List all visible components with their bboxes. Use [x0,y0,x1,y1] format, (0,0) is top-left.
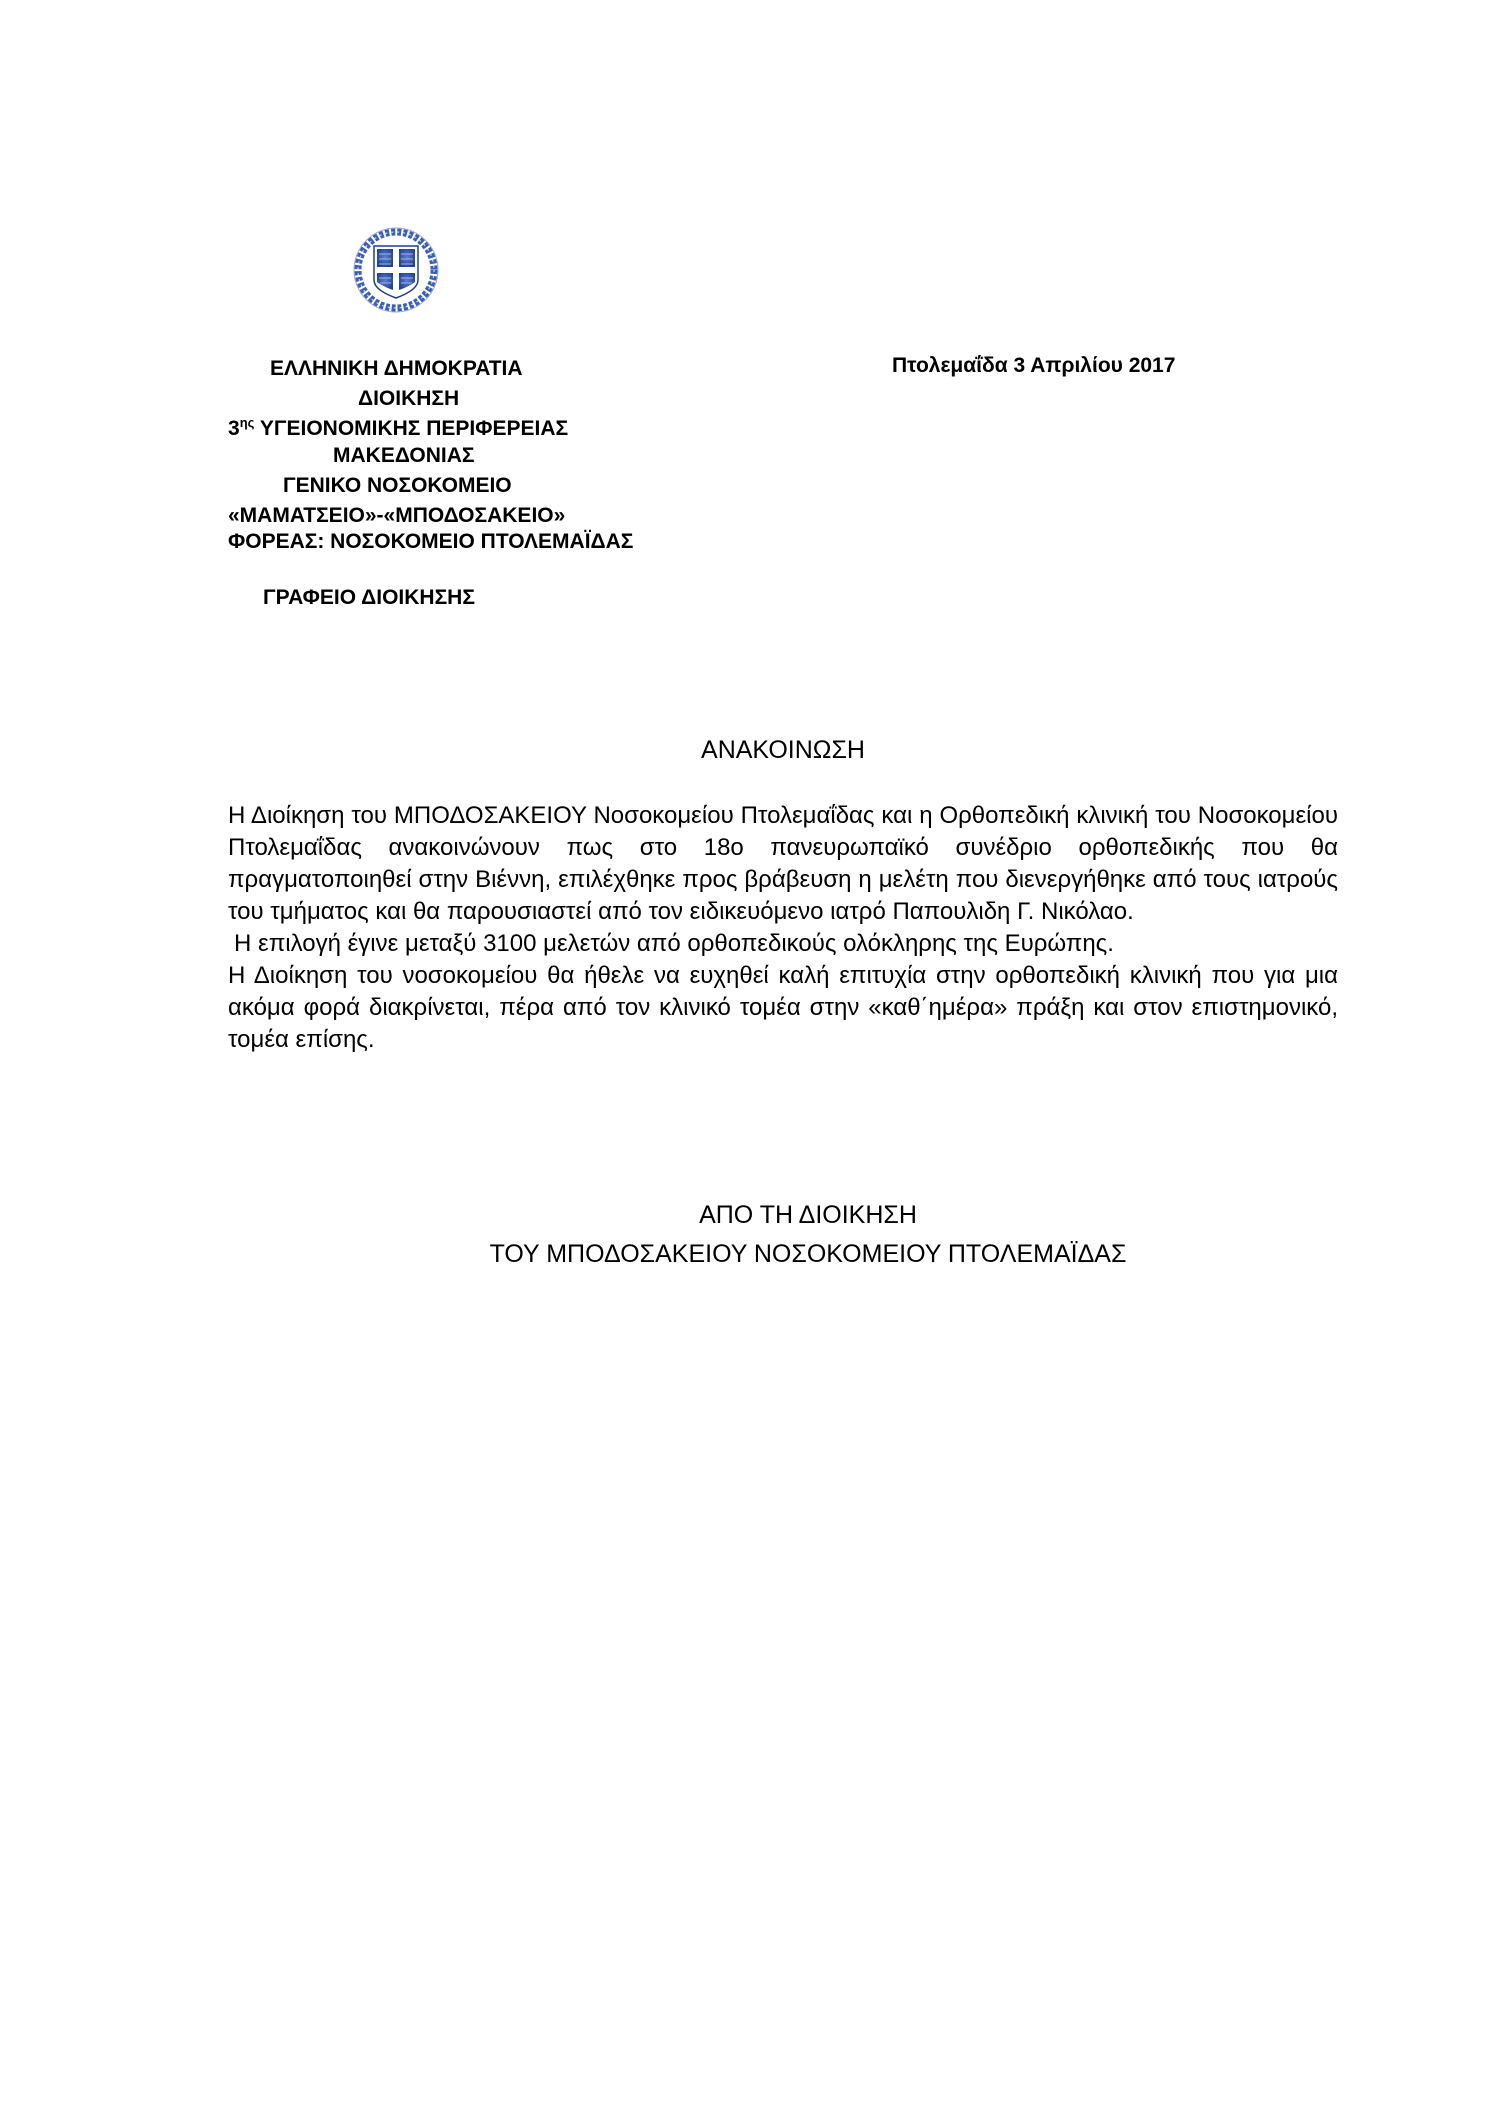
document-date: Πτολεμαΐδα 3 Απριλίου 2017 [892,354,1176,377]
announcement-paragraph: Η Διοίκηση του νοσοκομείου θα ήθελε να ευχηθεί καλή επιτυχία στην ορθοπεδική κλινική που για μια ακόμα φορά διακρίνεται, πέρα από τον κλινικό τομέα στην «καθ΄ημέρα» πράξη και στον επιστημονικό, τομέα επίσης. [228,962,1338,1053]
header-country: ΕΛΛΗΝΙΚΗ ΔΗΜΟΚΡΑΤΙΑ [270,357,523,380]
announcement-paragraph: Η επιλογή έγινε μεταξύ 3100 μελετών από ορθοπεδικούς ολόκληρης της Ευρώπης. [234,930,1114,957]
header-region-name: ΜΑΚΕΔΟΝΙΑΣ [333,444,475,467]
header-health-region: $3^{\eta\varsigma}$ ΥΓΕΙΟΝΟΜΙΚΗΣ ΠΕΡΙΦΕΡΕΙΑΣ [228,415,569,440]
signature-line-2: ΤΟΥ ΜΠΟΔΟΣΑΚΕΙΟΥ ΝΟΣΟΚΟΜΕΙΟΥ ΠΤΟΛΕΜΑΪΔΑΣ [489,1240,1127,1268]
signature-line-1: ΑΠΟ ΤΗ ΔΙΟΙΚΗΣΗ [699,1201,917,1229]
header-entity: ΦΟΡΕΑΣ: ΝΟΣΟΚΟΜΕΙΟ ΠΤΟΛΕΜΑΪΔΑΣ [228,530,634,553]
header-hospital-names: «ΜΑΜΑΤΣΕΙΟ»-«ΜΠΟΔΟΣΑΚΕΙΟ» [228,504,566,527]
header-administration: ΔΙΟΙΚΗΣΗ [358,387,460,410]
announcement-body [228,800,1338,1056]
announcement-title: ΑΝΑΚΟΙΝΩΣΗ [701,736,865,764]
header-hospital-type: ΓΕΝΙΚΟ ΝΟΣΟΚΟΜΕΙΟ [283,474,512,497]
office-label: ΓΡΑΦΕΙΟ ΔΙΟΙΚΗΣΗΣ [263,586,475,609]
greek-coat-of-arms-icon [352,226,440,314]
announcement-paragraph: Η Διοίκηση του ΜΠΟΔΟΣΑΚΕΙΟΥ Νοσοκομείου Πτολεμαΐδας και η Ορθοπεδική κλινική του Νοσοκομείου Πτολεμαΐδας ανακοινώνουν πως στο 18ο πανευρωπαϊκό συνέδριο ορθοπεδικής που θα πραγματοποιηθεί στην Βιέννη, επιλέχθηκε προς βράβευση η μελέτη που διενεργήθηκε από τους ιατρούς του τμήματος και θα παρουσιαστεί από τον ειδικευόμενο ιατρό Παπουλιδη Γ. Νικόλαο. [228,802,1338,925]
signature-block [0,1196,1500,1274]
